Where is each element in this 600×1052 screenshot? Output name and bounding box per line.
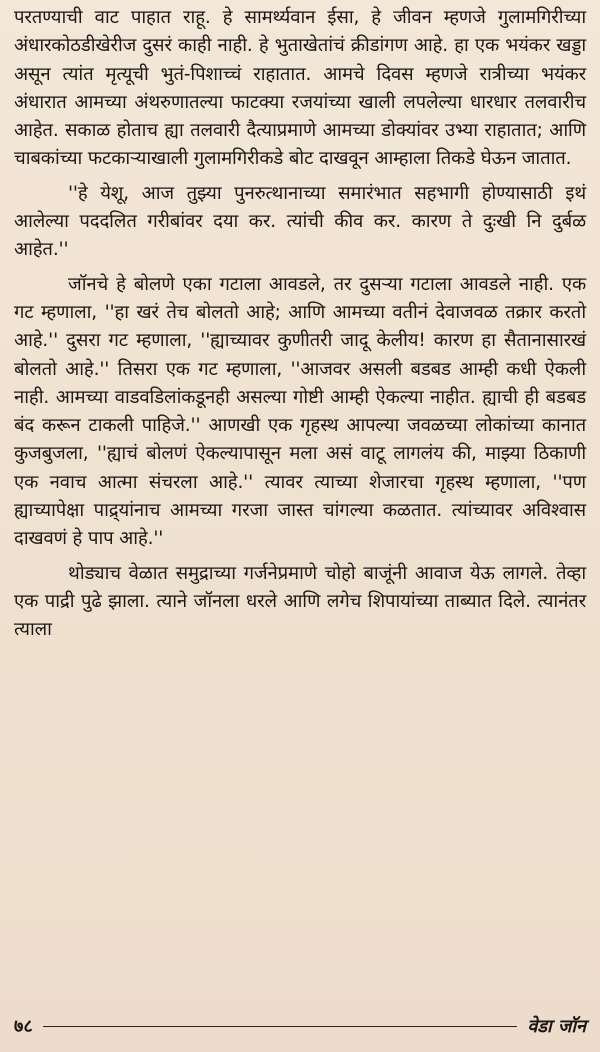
running-book-title: वेडा जॉन bbox=[527, 1016, 586, 1037]
page-number: ७८ bbox=[14, 1016, 33, 1037]
paragraph-2: ''हे येशू, आज तुझ्या पुनरुत्थानाच्या समारंभात सहभागी होण्यासाठी इथं आलेल्या पददलित गरीबांवर दया कर. त्यांची कीव कर. कारण ते दुःखी नि दुर्बळ आहेत.'' bbox=[14, 182, 586, 261]
page-footer bbox=[14, 1012, 586, 1040]
paragraph-1: परतण्याची वाट पाहात राहू. हे सामर्थ्यवान ईसा, हे जीवन म्हणजे गुलामगिरीच्या अंधारकोठडीखेरीज दुसरं काही नाही. हे भुताखेतांचं क्रीडांगण आहे. हा एक भयंकर खड्डा असून त्यांत मृत्यूची भुतं-पिशाच्चं राहातात. आमचे दिवस म्हणजे रात्रीच्या भयंकर अंधारात आमच्या अंथरुणातल्या फाटक्या रजयांच्या खाली लपलेल्या धारधार तलवारीच आहेत. सकाळ होताच ह्या तलवारी दैत्याप्रमाणे आमच्या डोक्यांवर उभ्या राहातात; आणि चाबकांच्या फटकाऱ्याखाली गुलामगिरीकडे बोट दाखवून आम्हाला तिकडे घेऊन जातात. bbox=[14, 7, 586, 170]
footer-rule bbox=[43, 1026, 518, 1027]
paragraph-3: जॉनचे हे बोलणे एका गटाला आवडले, तर दुसऱ्या गटाला आवडले नाही. एक गट म्हणाला, ''हा खरं तेच बोलतो आहे; आणि आमच्या वतीनं देवाजवळ तक्रार करतो आहे.'' दुसरा गट म्हणाला, ''ह्याच्यावर कुणीतरी जादू केलीय! कारण हा सैतानासारखं बोलतो आहे.'' तिसरा एक गट म्हणाला, ''आजवर असली बडबड आम्ही कधी ऐकली नाही. आमच्या वाडवडिलांकडूनही असल्या गोष्टी आम्ही ऐकल्या नाहीत. ह्याची ही बडबड बंद करून टाकली पाहिजे.'' आणखी एक गृहस्थ आपल्या जवळच्या लोकांच्या कानात कुजबुजला, ''ह्याचं बोलणं ऐकल्यापासून मला असं वाटू लागलंय की, माझ्या ठिकाणी एक नवाच आत्मा संचरला आहे.'' त्यावर त्याच्या शेजारचा गृहस्थ म्हणाला, ''पण ह्याच्यापेक्षा पाद्र्यांनाच आमच्या गरजा जास्त चांगल्या कळतात. त्यांच्यावर अविश्वास दाखवणं हे पाप आहे.'' bbox=[14, 273, 586, 550]
paragraph-4: थोड्याच वेळात समुद्राच्या गर्जनेप्रमाणे चोहो बाजूंनी आवाज येऊ लागले. तेव्हा एक पाद्री पुढे झाला. त्याने जॉनला धरले आणि लगेच शिपायांच्या ताब्यात दिले. त्यानंतर त्याला bbox=[14, 562, 586, 641]
